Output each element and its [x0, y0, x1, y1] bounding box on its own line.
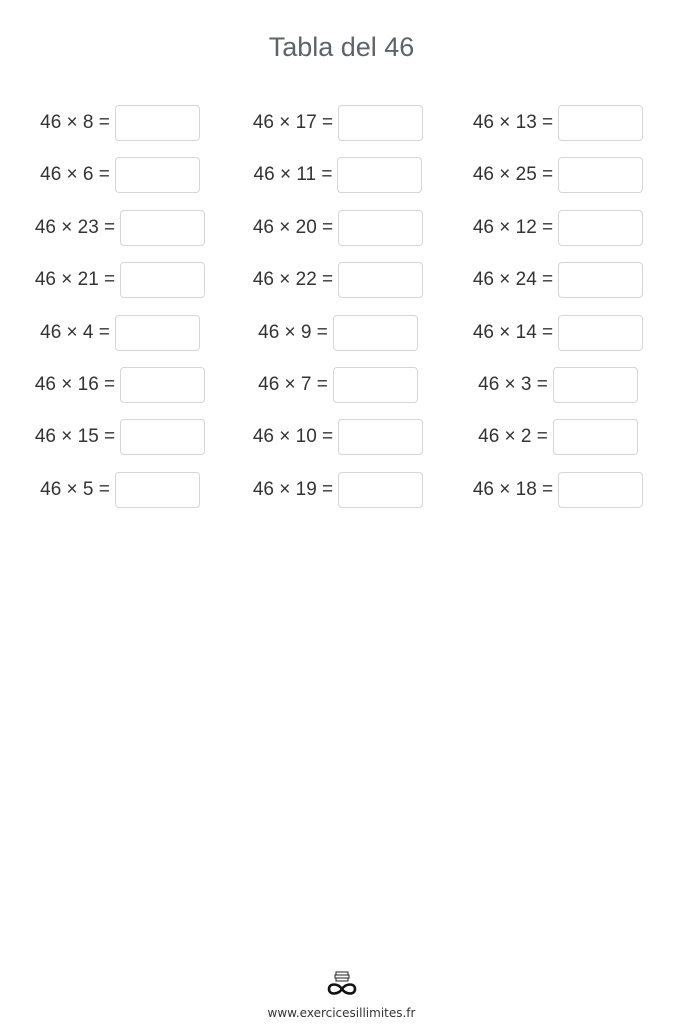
multiplication-expression: 46 × 15 =: [34, 426, 116, 448]
multiplication-expression: 46 × 20 =: [252, 216, 334, 238]
exercise-item: [0, 471, 240, 509]
exercise-item: [438, 209, 678, 247]
exercise-item: [218, 418, 458, 456]
exercise-item: [0, 104, 240, 142]
exercise-item: [0, 366, 240, 404]
answer-input[interactable]: [120, 367, 205, 403]
answer-input[interactable]: [558, 262, 643, 298]
exercise-row: [0, 314, 683, 366]
answer-input[interactable]: [338, 419, 423, 455]
exercise-row: [0, 156, 683, 208]
multiplication-expression: 46 × 25 =: [472, 164, 554, 186]
exercise-item: [218, 471, 458, 509]
page-title: Tabla del 46: [268, 32, 415, 62]
exercise-row: [0, 209, 683, 261]
exercise-item: [438, 104, 678, 142]
answer-input[interactable]: [115, 315, 200, 351]
multiplication-expression: 46 × 9 =: [258, 321, 328, 343]
multiplication-expression: 46 × 6 =: [40, 164, 110, 186]
multiplication-expression: 46 × 7 =: [258, 373, 328, 395]
exercise-item: [438, 418, 678, 456]
multiplication-expression: 46 × 21 =: [34, 269, 116, 291]
multiplication-expression: 46 × 17 =: [252, 112, 334, 133]
exercise-row: [0, 471, 683, 523]
answer-input[interactable]: [558, 157, 643, 193]
exercise-row: [0, 366, 683, 418]
answer-input[interactable]: [338, 210, 423, 246]
answer-input[interactable]: [337, 157, 422, 193]
multiplication-expression: 46 × 11 =: [253, 164, 333, 186]
multiplication-expression: 46 × 2 =: [478, 426, 548, 448]
exercise-item: [218, 209, 458, 247]
exercise-row: [0, 418, 683, 470]
answer-input[interactable]: [558, 105, 643, 141]
exercise-item: [218, 104, 458, 142]
multiplication-expression: 46 × 19 =: [252, 478, 334, 500]
exercise-item: [0, 209, 240, 247]
exercise-row: [0, 261, 683, 313]
multiplication-expression: 46 × 5 =: [40, 478, 110, 500]
exercise-item: [218, 156, 458, 194]
multiplication-expression: 46 × 16 =: [34, 373, 116, 395]
exercise-item: [0, 418, 240, 456]
answer-input[interactable]: [120, 262, 205, 298]
exercise-item: [0, 156, 240, 194]
exercise-grid: [0, 104, 683, 523]
answer-input[interactable]: [333, 367, 418, 403]
answer-input[interactable]: [120, 210, 205, 246]
multiplication-expression: 46 × 12 =: [472, 216, 554, 238]
answer-input[interactable]: [115, 157, 200, 193]
multiplication-expression: 46 × 23 =: [34, 216, 116, 238]
answer-input[interactable]: [115, 105, 200, 141]
exercise-item: [438, 471, 678, 509]
answer-input[interactable]: [558, 315, 643, 351]
exercise-item: [0, 314, 240, 352]
multiplication-expression: 46 × 24 =: [472, 269, 554, 291]
exercise-item: [218, 366, 458, 404]
exercise-item: [438, 156, 678, 194]
multiplication-expression: 46 × 3 =: [478, 373, 548, 395]
exercise-item: [438, 314, 678, 352]
answer-input[interactable]: [338, 105, 423, 141]
footer: [0, 970, 683, 1020]
exercise-row: [0, 104, 683, 156]
answer-input[interactable]: [558, 472, 643, 508]
answer-input[interactable]: [120, 419, 205, 455]
answer-input[interactable]: [558, 210, 643, 246]
multiplication-expression: 46 × 10 =: [252, 426, 334, 448]
answer-input[interactable]: [338, 472, 423, 508]
exercise-item: [0, 261, 240, 299]
answer-input[interactable]: [553, 419, 638, 455]
multiplication-expression: 46 × 8 =: [40, 112, 110, 133]
answer-input[interactable]: [338, 262, 423, 298]
exercise-item: [218, 261, 458, 299]
exercise-item: [218, 314, 458, 352]
infinity-books-logo-icon: [324, 970, 360, 998]
exercise-item: [438, 366, 678, 404]
multiplication-expression: 46 × 18 =: [472, 478, 554, 500]
multiplication-expression: 46 × 22 =: [252, 269, 334, 291]
exercise-item: [438, 261, 678, 299]
site-url: www.exercicesillimites.fr: [267, 1006, 416, 1020]
multiplication-expression: 46 × 14 =: [472, 321, 554, 343]
multiplication-expression: 46 × 4 =: [40, 321, 110, 343]
answer-input[interactable]: [553, 367, 638, 403]
multiplication-expression: 46 × 13 =: [472, 112, 554, 133]
answer-input[interactable]: [333, 315, 418, 351]
answer-input[interactable]: [115, 472, 200, 508]
